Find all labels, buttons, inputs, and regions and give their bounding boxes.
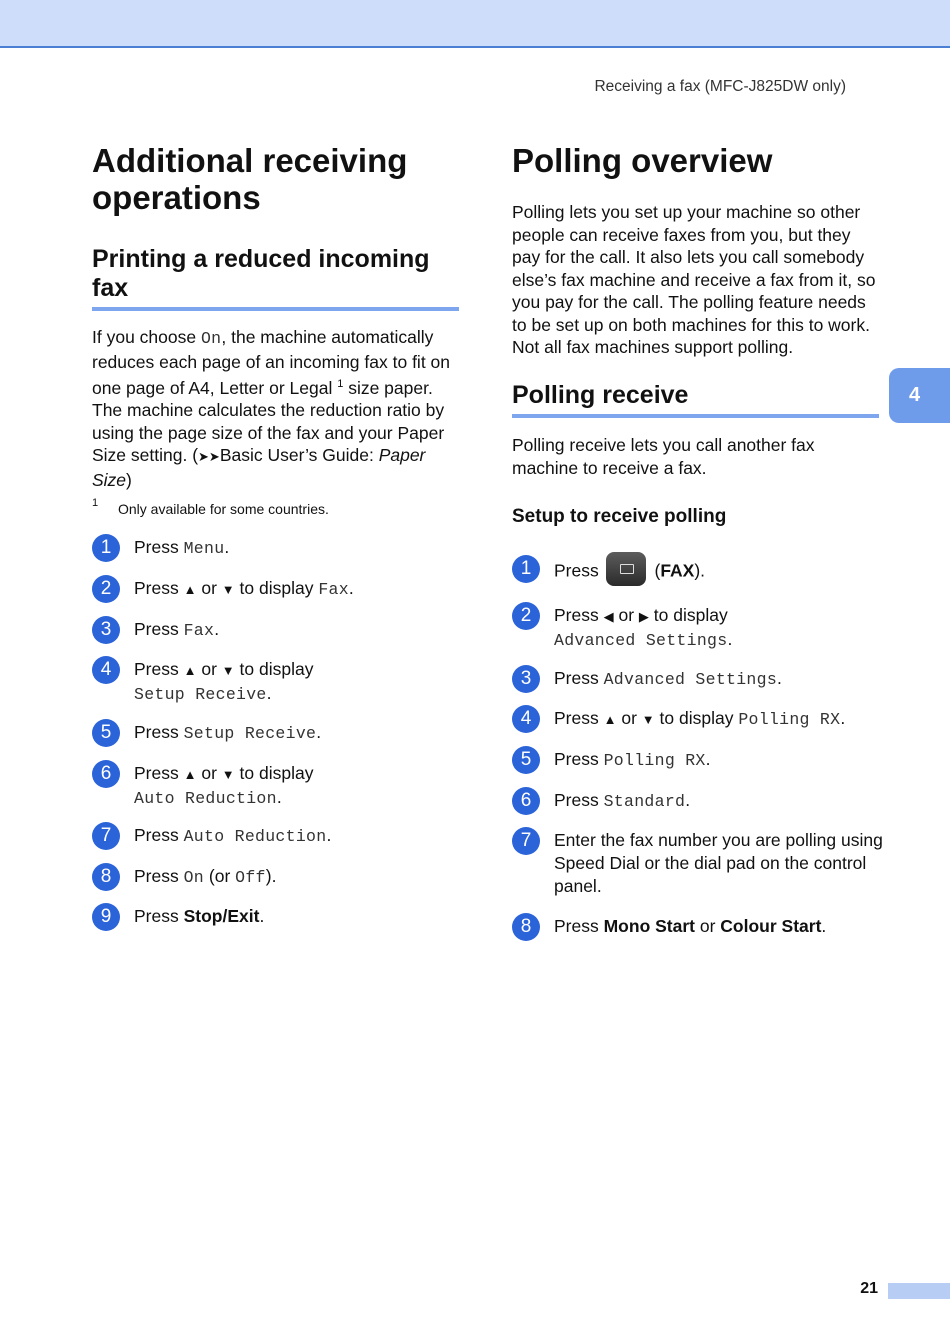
step-text <box>554 667 884 691</box>
lcd-text: Auto Reduction <box>183 827 327 846</box>
guide-reference: Paper Size <box>92 445 426 490</box>
step-number-badge: 9 <box>92 903 120 931</box>
lcd-text: Setup Receive <box>183 724 317 743</box>
text: to display <box>234 659 314 679</box>
text: Press <box>554 668 604 688</box>
text: . <box>316 722 322 742</box>
page-number-bar <box>888 1283 950 1299</box>
step-text <box>134 905 464 928</box>
step-text <box>554 915 884 938</box>
down-arrow-icon: ▼ <box>221 663 235 678</box>
text: Basic User’s Guide: <box>219 445 379 466</box>
text: . <box>326 825 332 845</box>
double-arrow-icon: ➤➤ <box>198 449 220 465</box>
text: Press <box>554 560 604 581</box>
text: ). <box>694 560 706 581</box>
key-name: Stop/Exit <box>183 906 260 926</box>
running-head: Receiving a fax (MFC-J825DW only) <box>594 78 846 95</box>
text: Press <box>134 659 184 679</box>
text: Press <box>134 722 184 742</box>
text: . <box>777 668 782 688</box>
text: Press <box>134 578 184 598</box>
footnote-ref: 1 <box>337 378 344 390</box>
text: Press <box>134 537 184 557</box>
text: Press <box>134 866 184 886</box>
step-text <box>554 748 884 772</box>
lcd-text: Polling RX <box>738 710 841 729</box>
lcd-text: Standard <box>603 792 686 811</box>
down-arrow-icon: ▼ <box>641 712 655 727</box>
subsection-heading <box>92 245 459 311</box>
footnote-number: 1 <box>92 497 99 509</box>
down-arrow-icon: ▼ <box>221 582 235 597</box>
up-arrow-icon: ▲ <box>183 663 197 678</box>
text: or <box>196 763 222 783</box>
lcd-text: Off <box>235 868 266 887</box>
step-number-badge: 3 <box>512 665 540 693</box>
step-number-badge: 8 <box>92 863 120 891</box>
text: or <box>613 605 639 625</box>
text: . <box>266 683 272 703</box>
step-number-badge: 1 <box>512 555 540 583</box>
text: . <box>276 787 282 807</box>
lcd-text: Menu <box>183 539 225 558</box>
text: or <box>196 659 222 679</box>
step-text <box>134 536 464 560</box>
fax-button-icon <box>606 552 646 586</box>
text: ) <box>126 469 132 490</box>
text: or <box>616 708 642 728</box>
text: If you choose <box>92 327 201 347</box>
polling-receive-paragraph: Polling receive lets you call another fax machine to receive a fax. <box>512 435 815 478</box>
text: . <box>224 537 230 557</box>
section-heading: Polling overview <box>512 142 773 179</box>
key-name: Colour Start <box>720 916 822 936</box>
chapter-tab: 4 <box>889 368 950 423</box>
intro-paragraph <box>92 326 459 491</box>
text: to display <box>234 763 314 783</box>
text: Press <box>554 790 604 810</box>
step-number-badge: 1 <box>92 534 120 562</box>
text: . <box>685 790 691 810</box>
page-number: 21 <box>860 1280 878 1297</box>
text: ( <box>649 560 661 581</box>
step-text <box>554 604 884 652</box>
step-text <box>134 824 464 848</box>
footnote-text: Only available for some countries. <box>118 501 329 517</box>
text: . <box>727 629 733 649</box>
key-name: Mono Start <box>603 916 695 936</box>
text: or <box>196 578 222 598</box>
text: Press <box>554 708 604 728</box>
text: Press <box>134 825 184 845</box>
section-heading-line2: operations <box>92 179 261 216</box>
text: . <box>840 708 846 728</box>
step-number-badge: 6 <box>512 787 540 815</box>
text: Press <box>134 763 184 783</box>
up-arrow-icon: ▲ <box>603 712 617 727</box>
step-text <box>554 558 884 586</box>
up-arrow-icon: ▲ <box>183 582 197 597</box>
lcd-text: Setup Receive <box>134 685 267 704</box>
text: size paper. The machine calculates the reduction ratio by using the page size of the fax and your Paper Size setting. ( <box>92 377 445 466</box>
step-text: Enter the fax number you are polling using Speed Dial or the dial pad on the control panel. <box>554 830 883 896</box>
text: . <box>259 906 265 926</box>
text: (or <box>204 866 236 886</box>
step-number-badge: 8 <box>512 913 540 941</box>
lcd-text: Fax <box>183 621 215 640</box>
text: Press <box>134 619 184 639</box>
step-text <box>134 762 464 810</box>
text: . <box>214 619 220 639</box>
lcd-text: Fax <box>318 580 349 599</box>
step-text <box>134 865 464 889</box>
text: to display <box>654 708 739 728</box>
lcd-text: Polling RX <box>603 751 706 770</box>
step-number-badge: 7 <box>512 827 540 855</box>
section-heading-line1: Additional receiving <box>92 142 408 179</box>
text: Press <box>554 749 604 769</box>
step-text <box>134 721 464 745</box>
text: Press <box>554 916 604 936</box>
key-name: FAX <box>660 560 695 581</box>
subsection-heading-line2: fax <box>92 274 129 302</box>
text: , the machine automatically reduces each page of an incoming fax to fit on one page of A4, Letter or Legal <box>92 327 451 398</box>
text: . <box>821 916 827 936</box>
header-band <box>0 0 950 48</box>
down-arrow-icon: ▼ <box>221 767 235 782</box>
subsection-heading-line1: Printing a reduced incoming <box>92 245 430 273</box>
step-text <box>134 618 464 642</box>
step-text <box>554 707 884 731</box>
procedure-heading: Setup to receive polling <box>512 506 727 527</box>
step-text <box>134 577 464 601</box>
step-number-badge: 4 <box>92 656 120 684</box>
subsection-heading: Polling receive <box>512 381 879 418</box>
text: . <box>705 749 711 769</box>
step-number-badge: 5 <box>512 746 540 774</box>
up-arrow-icon: ▲ <box>183 767 197 782</box>
lcd-text: On <box>200 329 222 348</box>
lcd-text: On <box>183 868 205 887</box>
text: ). <box>265 866 277 886</box>
step-number-badge: 2 <box>512 602 540 630</box>
section-heading <box>92 142 472 216</box>
lcd-text: Auto Reduction <box>134 789 277 808</box>
step-number-badge: 4 <box>512 705 540 733</box>
step-number-badge: 6 <box>92 760 120 788</box>
step-number-badge: 3 <box>92 616 120 644</box>
text: . <box>348 578 354 598</box>
overview-paragraph: Polling lets you set up your machine so other people can receive faxes from you, but they pay for the call. It also lets you call somebody else’s fax machine and receive a fax from it, so you pay for the call. The polling feature needs to be set up on both machines for this to work. Not all fax machines support polling. <box>512 202 876 357</box>
left-arrow-icon: ◀ <box>603 609 614 624</box>
text: Press <box>554 605 604 625</box>
lcd-text: Advanced Settings <box>603 670 778 689</box>
text: to display <box>648 605 728 625</box>
right-arrow-icon: ▶ <box>638 609 649 624</box>
text: or <box>695 916 721 936</box>
text: to display <box>234 578 319 598</box>
step-text <box>134 658 464 706</box>
step-number-badge: 2 <box>92 575 120 603</box>
text: Press <box>134 906 184 926</box>
step-text <box>554 789 884 813</box>
step-number-badge: 5 <box>92 719 120 747</box>
lcd-text: Advanced Settings <box>554 631 728 650</box>
step-number-badge: 7 <box>92 822 120 850</box>
